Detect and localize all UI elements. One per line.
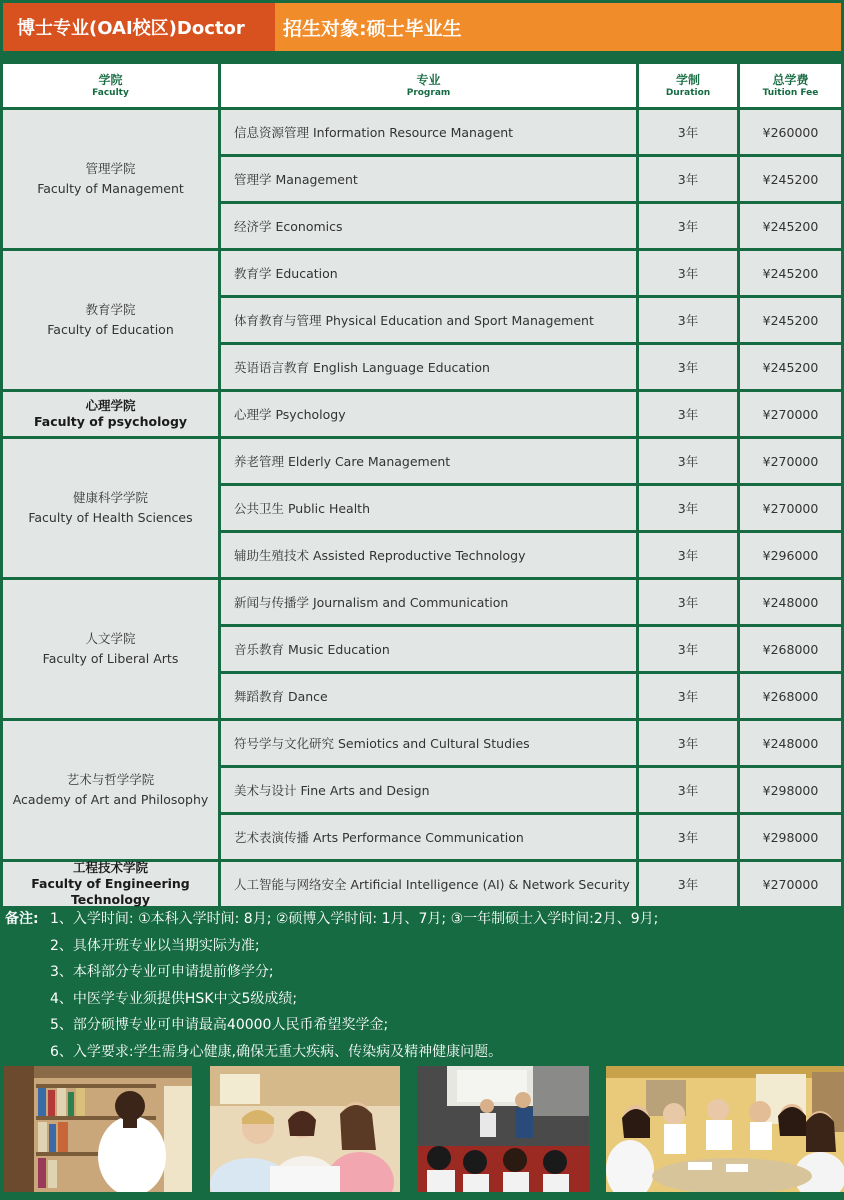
table-row [221, 157, 841, 201]
table-row [221, 721, 841, 765]
duration-cell: 3年 [639, 110, 737, 154]
program-name: 管理学 Management [221, 157, 636, 201]
faculty-name-en: Faculty of Education [47, 322, 174, 337]
header-fee-en: Tuition Fee [762, 87, 819, 98]
duration-cell: 3年 [639, 862, 737, 906]
header-duration-zh: 学制 [675, 72, 700, 87]
photo-library-student-icon [4, 1066, 192, 1192]
duration-cell: 3年 [639, 533, 737, 577]
header-faculty [3, 64, 218, 107]
duration-cell: 3年 [639, 345, 737, 389]
table-row [221, 627, 841, 671]
fee-cell: ¥298000 [740, 815, 841, 859]
table-row [221, 204, 841, 248]
program-name: 人工智能与网络安全 Artificial Intelligence (AI) & Network Security [221, 862, 636, 906]
fee-cell: ¥245200 [740, 204, 841, 248]
duration-cell: 3年 [639, 674, 737, 718]
duration-cell: 3年 [639, 768, 737, 812]
header-faculty-en: Faculty [92, 87, 129, 98]
faculty-cell [3, 439, 218, 577]
header-program-en: Program [406, 87, 451, 98]
faculty-name-en: Faculty of Liberal Arts [42, 651, 179, 666]
duration-cell: 3年 [639, 157, 737, 201]
fee-cell: ¥268000 [740, 627, 841, 671]
photo-lecture-hall [417, 1066, 589, 1192]
header-program-zh: 专业 [416, 72, 441, 87]
fee-cell: ¥270000 [740, 439, 841, 483]
photo-library-student [4, 1066, 192, 1192]
fee-cell: ¥245200 [740, 298, 841, 342]
header-program [221, 64, 636, 107]
header-duration-en: Duration [665, 87, 711, 98]
faculty-cell [3, 251, 218, 389]
program-name: 英语语言教育 English Language Education [221, 345, 636, 389]
fee-cell: ¥270000 [740, 486, 841, 530]
table-row [221, 392, 841, 436]
duration-cell: 3年 [639, 298, 737, 342]
program-name: 新闻与传播学 Journalism and Communication [221, 580, 636, 624]
faculty-name-zh: 艺术与哲学学院 [66, 772, 155, 787]
header-faculty-zh: 学院 [98, 72, 123, 87]
table-row [221, 110, 841, 154]
program-name: 经济学 Economics [221, 204, 636, 248]
faculty-name-zh: 人文学院 [85, 631, 136, 646]
program-name: 辅助生殖技术 Assisted Reproductive Technology [221, 533, 636, 577]
table-row [221, 251, 841, 295]
program-name: 心理学 Psychology [221, 392, 636, 436]
faculty-name-zh: 教育学院 [85, 302, 136, 317]
faculty-group [3, 392, 841, 436]
duration-cell: 3年 [639, 815, 737, 859]
faculty-name-zh: 心理学院 [85, 398, 136, 413]
table-row [221, 674, 841, 718]
fee-cell: ¥248000 [740, 721, 841, 765]
photo-strip [0, 1066, 844, 1192]
faculty-group [3, 580, 841, 718]
faculty-group [3, 721, 841, 859]
faculty-cell [3, 110, 218, 248]
table-row [221, 815, 841, 859]
table-header-row [3, 64, 841, 107]
duration-cell: 3年 [639, 392, 737, 436]
faculty-group [3, 862, 841, 906]
faculty-group [3, 439, 841, 577]
faculty-cell [3, 392, 218, 436]
duration-cell: 3年 [639, 204, 737, 248]
duration-cell: 3年 [639, 627, 737, 671]
faculty-group [3, 251, 841, 389]
doctor-program-title: 博士专业(OAI校区)Doctor [3, 3, 275, 51]
program-name: 教育学 Education [221, 251, 636, 295]
table-row [221, 862, 841, 906]
program-table [3, 64, 841, 909]
photo-study-table-icon [606, 1066, 844, 1192]
faculty-name-en: Faculty of Management [37, 181, 184, 196]
duration-cell: 3年 [639, 251, 737, 295]
fee-cell: ¥245200 [740, 157, 841, 201]
program-name: 养老管理 Elderly Care Management [221, 439, 636, 483]
faculty-group [3, 110, 841, 248]
program-name: 信息资源管理 Information Resource Managent [221, 110, 636, 154]
note-line [5, 906, 841, 933]
faculty-name-zh: 管理学院 [85, 161, 136, 176]
note-line: 4、中医学专业须提供HSK中文5级成绩; [50, 990, 298, 1007]
note-line: 3、本科部分专业可申请提前修学分; [50, 964, 274, 980]
program-name: 符号学与文化研究 Semiotics and Cultural Studies [221, 721, 636, 765]
note-line: 6、入学要求:学生需身心健康,确保无重大疾病、传染病及精神健康问题。 [50, 1043, 503, 1060]
fee-cell: ¥270000 [740, 392, 841, 436]
page-header [3, 3, 841, 51]
program-name: 公共卫生 Public Health [221, 486, 636, 530]
faculty-name-zh: 健康科学学院 [72, 490, 148, 505]
faculty-cell [3, 862, 218, 906]
faculty-cell [3, 721, 218, 859]
duration-cell: 3年 [639, 721, 737, 765]
faculty-name-en: Faculty of Health Sciences [28, 510, 193, 525]
table-body [3, 110, 841, 906]
photo-group-study-icon [210, 1066, 400, 1192]
table-row [221, 533, 841, 577]
header-fee-zh: 总学费 [772, 72, 809, 87]
fee-cell: ¥268000 [740, 674, 841, 718]
note-line: 5、部分硕博专业可申请最高40000人民币希望奖学金; [50, 1017, 389, 1033]
photo-study-table [606, 1066, 844, 1192]
table-row [221, 345, 841, 389]
header-fee [740, 64, 841, 107]
enrollment-target: 招生对象:硕士毕业生 [275, 3, 841, 51]
faculty-name-en: Faculty of Engineering Technology [31, 876, 190, 907]
duration-cell: 3年 [639, 486, 737, 530]
notes-label: 备注: [5, 911, 39, 927]
photo-lecture-hall-icon [417, 1066, 589, 1192]
note-text: 1、入学时间: ①本科入学时间: 8月; ②硕博入学时间: 1月、7月; ③一年制硕士入学时间:2月、9月; [50, 911, 659, 927]
table-row [221, 439, 841, 483]
table-row [221, 580, 841, 624]
fee-cell: ¥245200 [740, 251, 841, 295]
program-name: 舞蹈教育 Dance [221, 674, 636, 718]
table-row [221, 486, 841, 530]
table-row [221, 298, 841, 342]
fee-cell: ¥245200 [740, 345, 841, 389]
note-line: 2、具体开班专业以当期实际为准; [50, 937, 260, 954]
faculty-name-en: Academy of Art and Philosophy [12, 792, 209, 807]
faculty-cell [3, 580, 218, 718]
fee-cell: ¥270000 [740, 862, 841, 906]
header-duration [639, 64, 737, 107]
duration-cell: 3年 [639, 439, 737, 483]
fee-cell: ¥248000 [740, 580, 841, 624]
fee-cell: ¥298000 [740, 768, 841, 812]
program-name: 艺术表演传播 Arts Performance Communication [221, 815, 636, 859]
fee-cell: ¥260000 [740, 110, 841, 154]
table-row [221, 768, 841, 812]
photo-group-study [210, 1066, 400, 1192]
program-name: 音乐教育 Music Education [221, 627, 636, 671]
faculty-name-en: Faculty of psychology [33, 414, 188, 429]
notes-section [5, 906, 841, 1065]
program-name: 美术与设计 Fine Arts and Design [221, 768, 636, 812]
duration-cell: 3年 [639, 580, 737, 624]
faculty-name-zh: 工程技术学院 [72, 860, 148, 875]
program-name: 体育教育与管理 Physical Education and Sport Management [221, 298, 636, 342]
fee-cell: ¥296000 [740, 533, 841, 577]
